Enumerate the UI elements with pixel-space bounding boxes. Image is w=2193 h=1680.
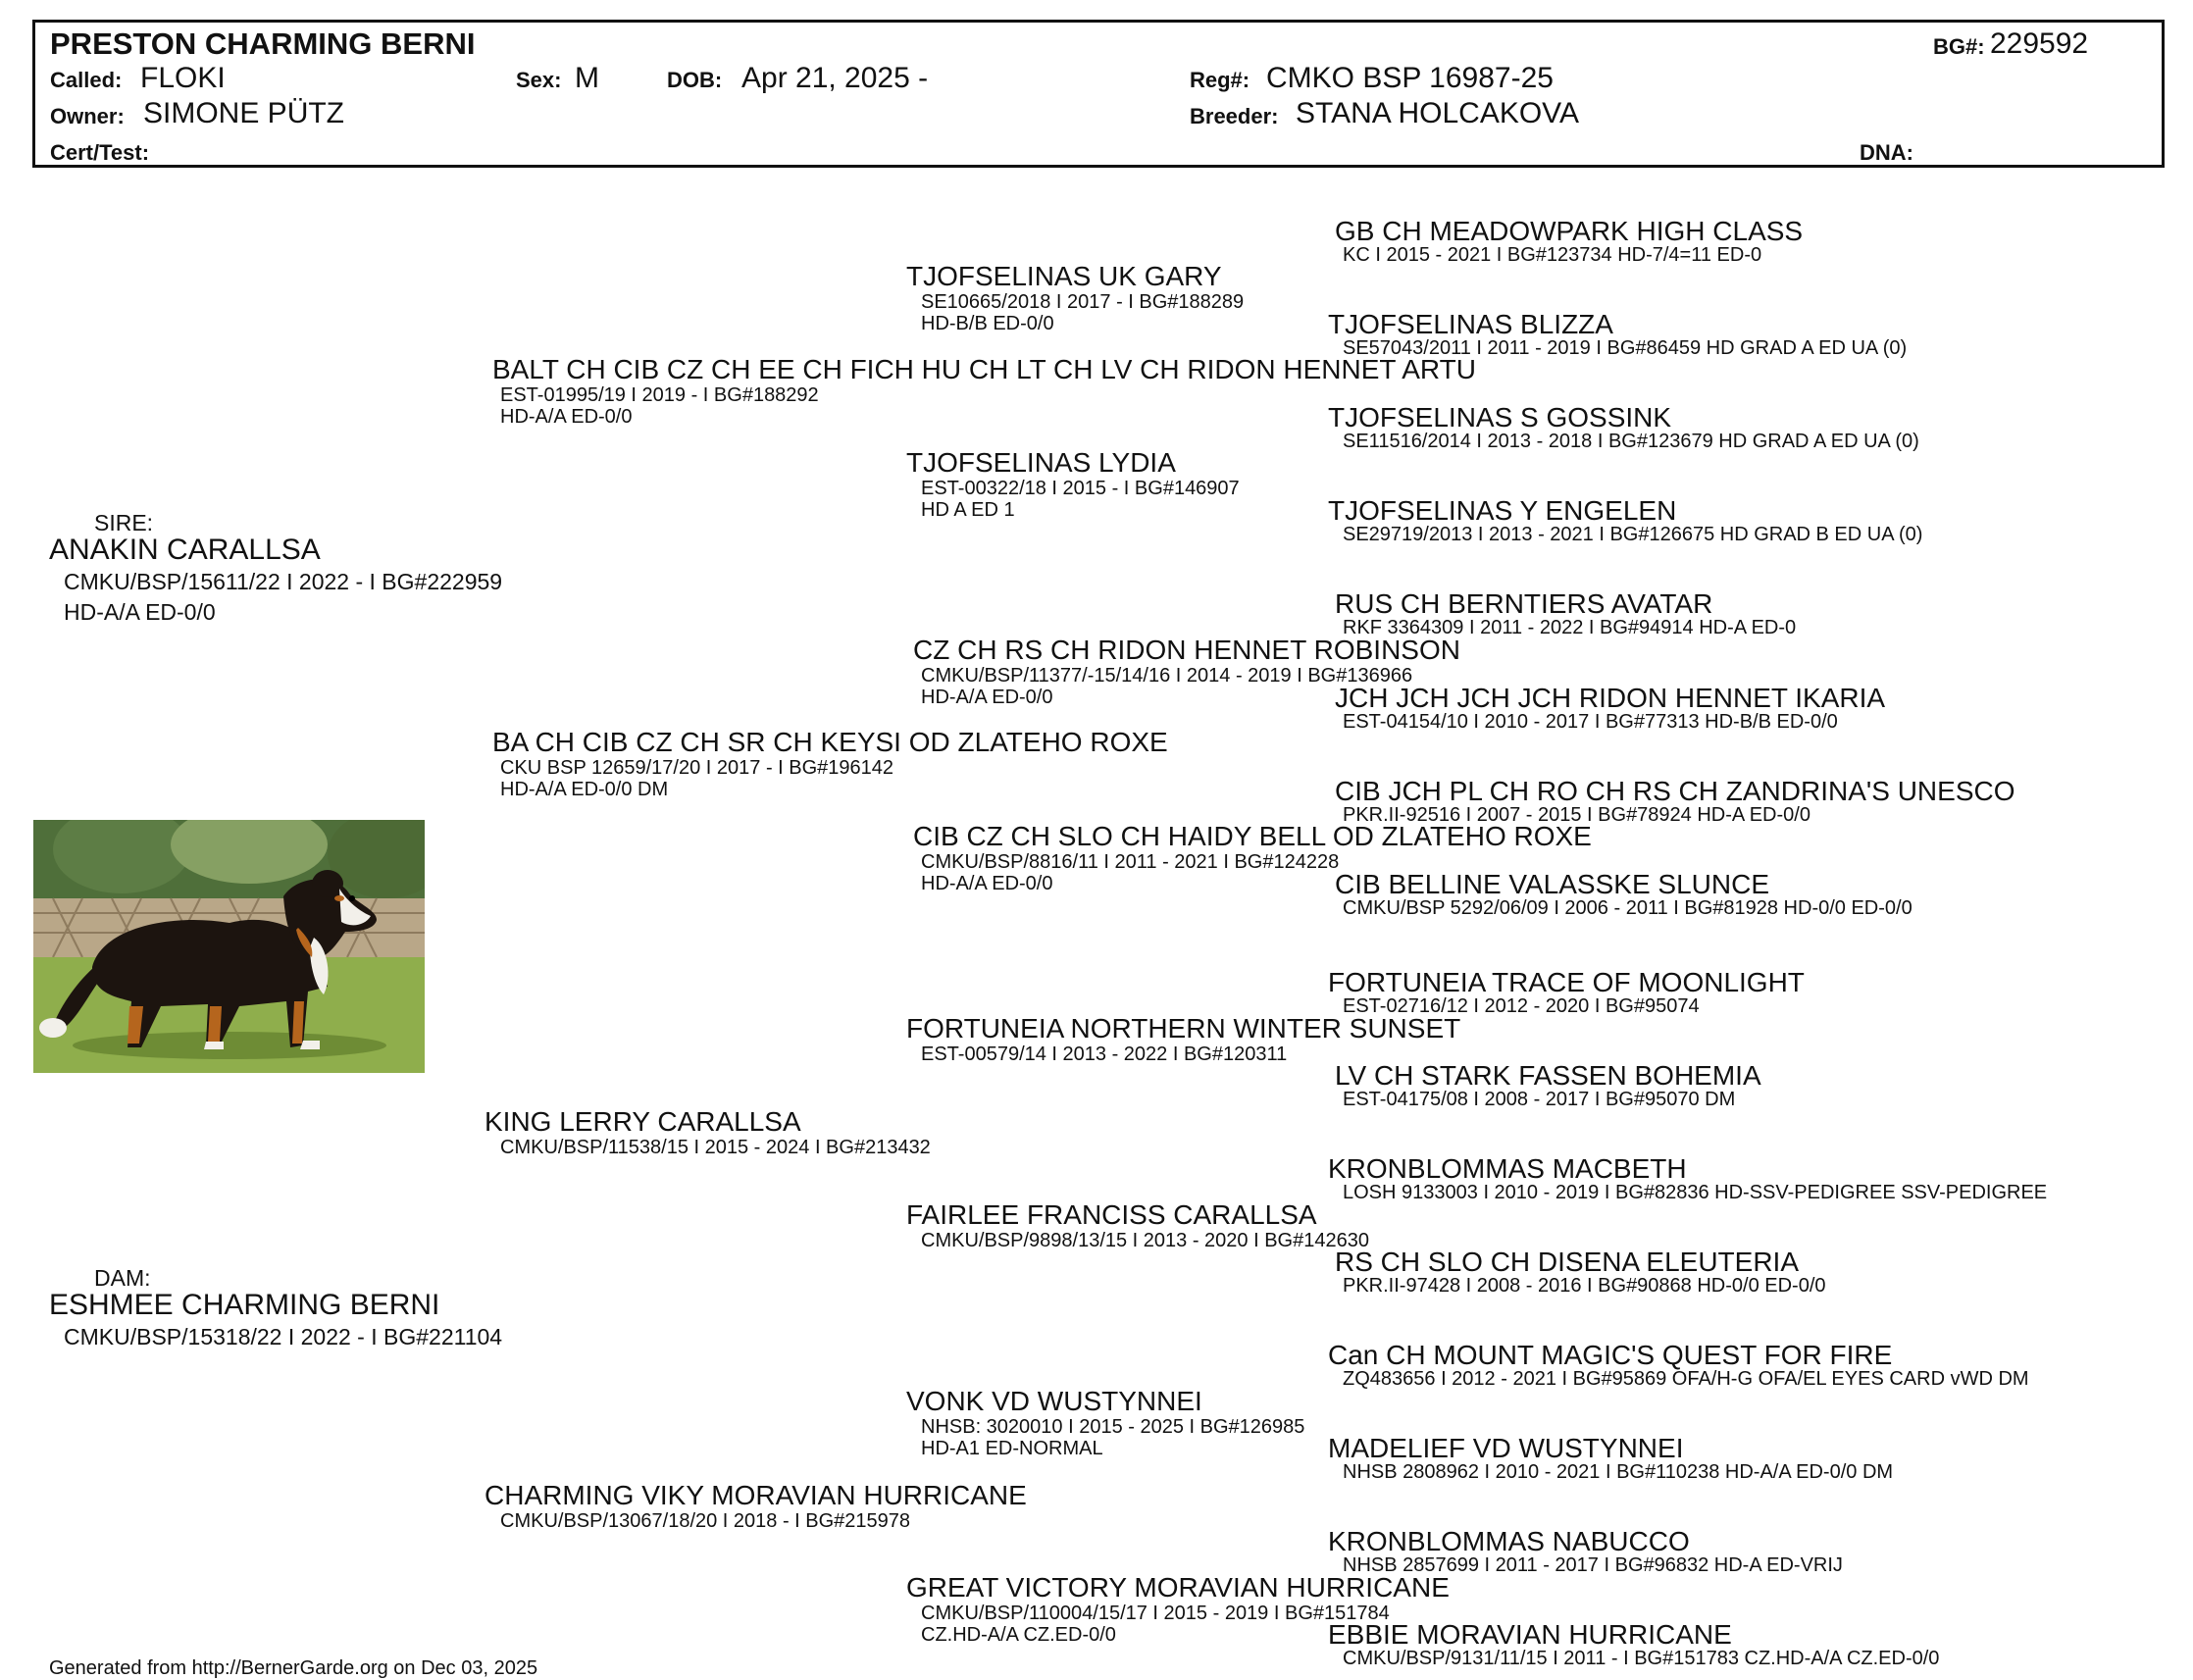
dob-label: DOB: (667, 68, 723, 92)
sire-role-label: SIRE: (94, 510, 154, 535)
ancestor-info: CMKU/BSP/110004/15/17 I 2015 - 2019 I BG#151784 (921, 1603, 1390, 1624)
sex-value: M (575, 62, 599, 94)
ancestor-info: HD-A/A ED-0/0 DM (500, 779, 669, 800)
dog-photo (33, 820, 425, 1073)
ancestor-info: CMKU/BSP/11377/-15/14/16 I 2014 - 2019 I BG#136966 (921, 665, 1413, 687)
ancestor-name[interactable]: GREAT VICTORY MORAVIAN HURRICANE (906, 1572, 1450, 1603)
ancestor-info: HD-A/A ED-0/0 (921, 873, 1053, 894)
ancestor-info: PKR.II-97428 I 2008 - 2016 I BG#90868 HD-0/0 ED-0/0 (1343, 1275, 1826, 1297)
dam-info-line-1: CMKU/BSP/15318/22 I 2022 - I BG#221104 (64, 1324, 503, 1349)
sire-name[interactable]: ANAKIN CARALLSA (49, 534, 321, 566)
ancestor-name[interactable]: CIB BELLINE VALASSKE SLUNCE (1335, 869, 1769, 899)
ancestor-name[interactable]: CZ CH RS CH RIDON HENNET ROBINSON (913, 635, 1460, 665)
ancestor-info: HD A ED 1 (921, 499, 1015, 521)
ancestor-info: KC I 2015 - 2021 I BG#123734 HD-7/4=11 ED-0 (1343, 244, 1762, 266)
ancestor-info: RKF 3364309 I 2011 - 2022 I BG#94914 HD-A ED-0 (1343, 617, 1797, 638)
ancestor-info: EST-02716/12 I 2012 - 2020 I BG#95074 (1343, 995, 1700, 1017)
cert-label: Cert/Test: (50, 140, 150, 165)
ancestor-name[interactable]: TJOFSELINAS BLIZZA (1328, 309, 1613, 339)
ancestor-name[interactable]: KRONBLOMMAS MACBETH (1328, 1153, 1687, 1184)
dob-value: Apr 21, 2025 - (741, 62, 929, 94)
breeder-value: STANA HOLCAKOVA (1296, 97, 1579, 129)
dam-role-label: DAM: (94, 1265, 151, 1291)
bg-label: BG#: (1933, 34, 1985, 59)
ancestor-info: EST-00322/18 I 2015 - I BG#146907 (921, 478, 1240, 499)
generated-footer: Generated from http://BernerGarde.org on Dec 03, 2025 (49, 1657, 538, 1679)
ancestor-info: SE57043/2011 I 2011 - 2019 I BG#86459 HD GRAD A ED UA (0) (1343, 337, 1908, 359)
ancestor-name[interactable]: LV CH STARK FASSEN BOHEMIA (1335, 1060, 1761, 1091)
ancestor-name[interactable]: CIB JCH PL CH RO CH RS CH ZANDRINA'S UNESCO (1335, 776, 2015, 806)
ancestor-info: HD-A1 ED-NORMAL (921, 1438, 1103, 1459)
dna-label: DNA: (1860, 140, 1913, 165)
ancestor-info: PKR.II-92516 I 2007 - 2015 I BG#78924 HD-A ED-0/0 (1343, 804, 1810, 826)
sire-info-line-2: HD-A/A ED-0/0 (64, 599, 216, 625)
ancestor-name[interactable]: TJOFSELINAS S GOSSINK (1328, 402, 1672, 433)
ancestor-info: LOSH 9133003 I 2010 - 2019 I BG#82836 HD-SSV-PEDIGREE SSV-PEDIGREE (1343, 1182, 2048, 1203)
ancestor-info: HD-B/B ED-0/0 (921, 313, 1054, 334)
header-box (32, 20, 2165, 168)
ancestor-name[interactable]: FORTUNEIA NORTHERN WINTER SUNSET (906, 1013, 1461, 1044)
ancestor-info: ZQ483656 I 2012 - 2021 I BG#95869 OFA/H-G OFA/EL EYES CARD vWD DM (1343, 1368, 2029, 1390)
ancestor-name[interactable]: FORTUNEIA TRACE OF MOONLIGHT (1328, 967, 1805, 997)
ancestor-name[interactable]: JCH JCH JCH JCH RIDON HENNET IKARIA (1335, 683, 1886, 713)
reg-value: CMKO BSP 16987-25 (1266, 62, 1554, 94)
ancestor-info: SE29719/2013 I 2013 - 2021 I BG#126675 HD GRAD B ED UA (0) (1343, 524, 1923, 545)
ancestor-info: NHSB 2857699 I 2011 - 2017 I BG#96832 HD-A ED-VRIJ (1343, 1554, 1843, 1576)
ancestor-info: CMKU/BSP/9131/11/15 I 2011 - I BG#151783 CZ.HD-A/A CZ.ED-0/0 (1343, 1648, 1940, 1669)
ancestor-name[interactable]: VONK VD WUSTYNNEI (906, 1386, 1202, 1416)
owner-value: SIMONE PÜTZ (143, 97, 345, 129)
ancestor-info: CMKU/BSP 5292/06/09 I 2006 - 2011 I BG#81928 HD-0/0 ED-0/0 (1343, 897, 1912, 919)
ancestor-name[interactable]: Can CH MOUNT MAGIC'S QUEST FOR FIRE (1328, 1340, 1893, 1370)
ancestor-name[interactable]: GB CH MEADOWPARK HIGH CLASS (1335, 216, 1804, 246)
dam-name[interactable]: ESHMEE CHARMING BERNI (49, 1289, 440, 1321)
bg-value: 229592 (1990, 27, 2089, 60)
owner-label: Owner: (50, 104, 125, 128)
called-label: Called: (50, 68, 123, 92)
bernese-dog-image (33, 820, 425, 1073)
ancestor-name[interactable]: BALT CH CIB CZ CH EE CH FICH HU CH LT CH LV CH RIDON HENNET ARTU (492, 354, 1476, 384)
ancestor-info: CMKU/BSP/8816/11 I 2011 - 2021 I BG#124228 (921, 851, 1340, 873)
ancestor-name[interactable]: KING LERRY CARALLSA (484, 1106, 801, 1137)
ancestor-info: EST-04175/08 I 2008 - 2017 I BG#95070 DM (1343, 1089, 1736, 1110)
sex-label: Sex: (516, 68, 562, 92)
ancestor-info: CKU BSP 12659/17/20 I 2017 - I BG#196142 (500, 757, 894, 779)
ancestor-info: NHSB 2808962 I 2010 - 2021 I BG#110238 HD-A/A ED-0/0 DM (1343, 1461, 1894, 1483)
ancestor-name[interactable]: MADELIEF VD WUSTYNNEI (1328, 1433, 1684, 1463)
ancestor-name[interactable]: FAIRLEE FRANCISS CARALLSA (906, 1199, 1317, 1230)
ancestor-info: EST-04154/10 I 2010 - 2017 I BG#77313 HD-B/B ED-0/0 (1343, 711, 1838, 733)
ancestor-info: SE10665/2018 I 2017 - I BG#188289 (921, 291, 1245, 313)
ancestor-info: NHSB: 3020010 I 2015 - 2025 I BG#126985 (921, 1416, 1305, 1438)
ancestor-info: HD-A/A ED-0/0 (921, 687, 1053, 708)
ancestor-name[interactable]: KRONBLOMMAS NABUCCO (1328, 1526, 1690, 1556)
ancestor-info: CMKU/BSP/11538/15 I 2015 - 2024 I BG#213432 (500, 1137, 931, 1158)
ancestor-info: CZ.HD-A/A CZ.ED-0/0 (921, 1624, 1116, 1646)
ancestor-name[interactable]: TJOFSELINAS UK GARY (906, 261, 1222, 291)
ancestor-name[interactable]: BA CH CIB CZ CH SR CH KEYSI OD ZLATEHO ROXE (492, 727, 1168, 757)
ancestor-name[interactable]: RUS CH BERNTIERS AVATAR (1335, 588, 1713, 619)
ancestor-name[interactable]: TJOFSELINAS Y ENGELEN (1328, 495, 1677, 526)
ancestor-name[interactable]: CHARMING VIKY MORAVIAN HURRICANE (484, 1480, 1027, 1510)
ancestor-info: CMKU/BSP/13067/18/20 I 2018 - I BG#215978 (500, 1510, 911, 1532)
called-value: FLOKI (140, 62, 226, 94)
ancestor-info: CMKU/BSP/9898/13/15 I 2013 - 2020 I BG#142630 (921, 1230, 1369, 1251)
ancestor-info: EST-01995/19 I 2019 - I BG#188292 (500, 384, 819, 406)
ancestor-info: EST-00579/14 I 2013 - 2022 I BG#120311 (921, 1044, 1288, 1065)
ancestor-name[interactable]: EBBIE MORAVIAN HURRICANE (1328, 1619, 1732, 1650)
ancestor-name[interactable]: TJOFSELINAS LYDIA (906, 447, 1176, 478)
ancestor-name[interactable]: RS CH SLO CH DISENA ELEUTERIA (1335, 1247, 1800, 1277)
dog-name: PRESTON CHARMING BERNI (50, 26, 476, 61)
reg-label: Reg#: (1190, 68, 1250, 92)
ancestor-name[interactable]: CIB CZ CH SLO CH HAIDY BELL OD ZLATEHO ROXE (913, 821, 1592, 851)
ancestor-info: HD-A/A ED-0/0 (500, 406, 633, 428)
breeder-label: Breeder: (1190, 104, 1279, 128)
ancestor-info: SE11516/2014 I 2013 - 2018 I BG#123679 HD GRAD A ED UA (0) (1343, 431, 1919, 452)
sire-info-line-1: CMKU/BSP/15611/22 I 2022 - I BG#222959 (64, 569, 503, 594)
